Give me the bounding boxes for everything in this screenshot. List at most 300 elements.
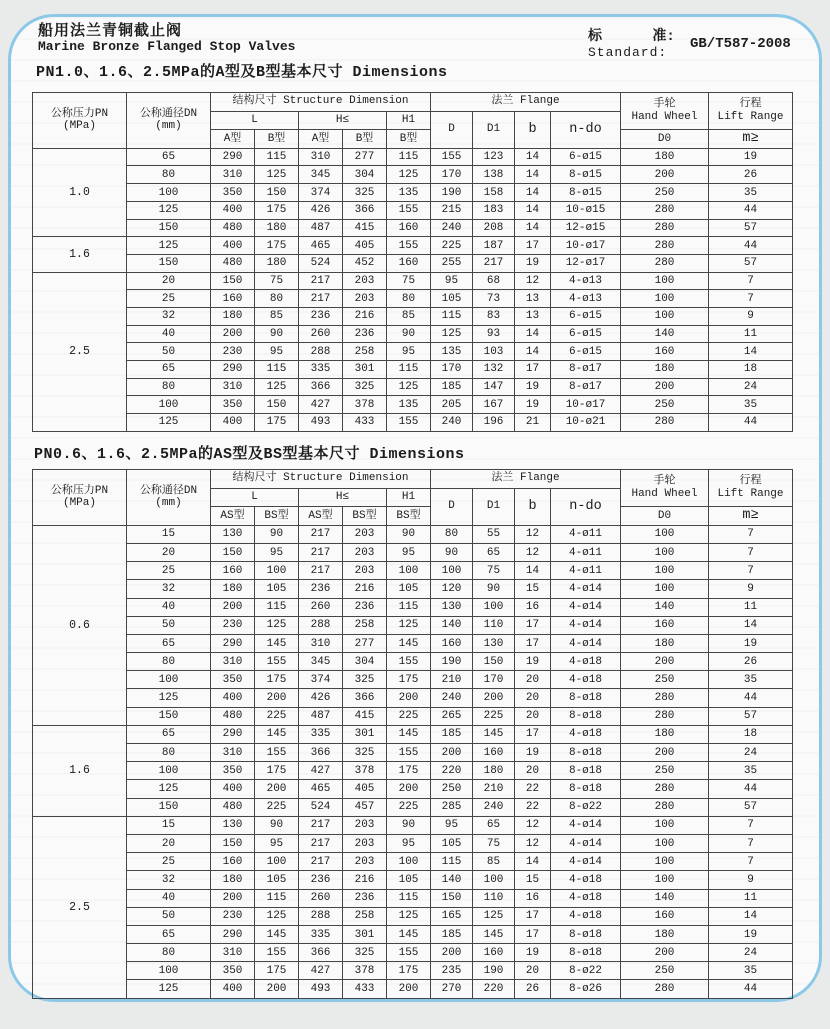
data-cell: 288 — [299, 343, 343, 361]
data-cell: 160 — [621, 907, 709, 925]
data-cell: 175 — [255, 962, 299, 980]
data-cell: 4-ø18 — [551, 889, 621, 907]
data-cell: 301 — [343, 361, 387, 379]
table-row — [33, 962, 793, 980]
data-cell: 10-ø15 — [551, 201, 621, 219]
data-cell: 80 — [127, 653, 211, 671]
table-row — [33, 414, 793, 432]
header-valve-type: B型 — [343, 130, 387, 149]
data-cell: 205 — [431, 396, 473, 414]
data-cell: 145 — [387, 925, 431, 943]
data-cell: 175 — [387, 962, 431, 980]
data-cell: 24 — [709, 378, 793, 396]
table-row — [33, 871, 793, 889]
data-cell: 100 — [473, 598, 515, 616]
data-cell: 19 — [515, 396, 551, 414]
data-cell: 7 — [709, 834, 793, 852]
table-row — [33, 343, 793, 361]
data-cell: 200 — [387, 689, 431, 707]
data-cell: 8-ø22 — [551, 798, 621, 816]
data-cell: 405 — [343, 237, 387, 255]
data-cell: 135 — [387, 396, 431, 414]
data-cell: 130 — [473, 634, 515, 652]
data-cell: 6-ø15 — [551, 148, 621, 166]
data-cell: 250 — [621, 671, 709, 689]
data-cell: 57 — [709, 707, 793, 725]
data-cell: 240 — [431, 219, 473, 237]
data-cell: 160 — [211, 853, 255, 871]
data-cell: 20 — [127, 272, 211, 290]
data-cell: 160 — [387, 219, 431, 237]
header-flange-col: D — [431, 111, 473, 148]
header-lift-range: 行程 Lift Range — [709, 470, 793, 507]
data-cell: 493 — [299, 414, 343, 432]
data-cell: 217 — [299, 834, 343, 852]
data-cell: 225 — [255, 798, 299, 816]
data-cell: 26 — [515, 980, 551, 998]
data-cell: 90 — [387, 325, 431, 343]
data-cell: 20 — [127, 543, 211, 561]
table-row — [33, 543, 793, 561]
data-cell: 280 — [621, 980, 709, 998]
data-cell: 480 — [211, 254, 255, 272]
data-cell: 100 — [621, 525, 709, 543]
data-cell: 17 — [515, 725, 551, 743]
table-row — [33, 944, 793, 962]
data-cell: 12-ø15 — [551, 219, 621, 237]
header-valve-type: BS型 — [343, 507, 387, 526]
data-cell: 8-ø18 — [551, 689, 621, 707]
data-cell: 175 — [387, 762, 431, 780]
data-cell: 14 — [515, 166, 551, 184]
data-cell: 155 — [255, 653, 299, 671]
pressure-group-cell: 2.5 — [33, 272, 127, 431]
data-cell: 217 — [299, 543, 343, 561]
data-cell: 203 — [343, 525, 387, 543]
data-cell: 203 — [343, 834, 387, 852]
data-cell: 115 — [431, 853, 473, 871]
data-cell: 95 — [255, 543, 299, 561]
data-cell: 310 — [211, 166, 255, 184]
data-cell: 17 — [515, 907, 551, 925]
data-cell: 14 — [515, 184, 551, 202]
data-cell: 20 — [515, 689, 551, 707]
data-cell: 125 — [127, 689, 211, 707]
data-cell: 180 — [473, 762, 515, 780]
data-cell: 115 — [255, 598, 299, 616]
data-cell: 15 — [127, 816, 211, 834]
data-cell: 9 — [709, 307, 793, 325]
data-cell: 236 — [299, 580, 343, 598]
data-cell: 255 — [431, 254, 473, 272]
data-cell: 325 — [343, 944, 387, 962]
data-cell: 75 — [387, 272, 431, 290]
header-flange-col: n-do — [551, 488, 621, 525]
data-cell: 135 — [431, 343, 473, 361]
data-cell: 4-ø18 — [551, 907, 621, 925]
data-cell: 125 — [127, 237, 211, 255]
data-cell: 115 — [387, 598, 431, 616]
pressure-group-cell: 1.6 — [33, 237, 127, 272]
data-cell: 180 — [211, 580, 255, 598]
data-cell: 200 — [255, 780, 299, 798]
data-cell: 120 — [431, 580, 473, 598]
data-cell: 100 — [621, 816, 709, 834]
data-cell: 155 — [387, 414, 431, 432]
table-row — [33, 219, 793, 237]
data-cell: 250 — [621, 396, 709, 414]
data-cell: 180 — [621, 361, 709, 379]
data-cell: 130 — [211, 816, 255, 834]
header-valve-type: B型 — [255, 130, 299, 149]
data-cell: 55 — [473, 525, 515, 543]
data-cell: 175 — [255, 671, 299, 689]
data-cell: 20 — [515, 671, 551, 689]
data-cell: 100 — [387, 562, 431, 580]
data-cell: 105 — [255, 871, 299, 889]
data-cell: 433 — [343, 980, 387, 998]
pressure-group-cell: 0.6 — [33, 525, 127, 725]
data-cell: 18 — [709, 725, 793, 743]
data-cell: 105 — [387, 871, 431, 889]
data-cell: 155 — [255, 944, 299, 962]
data-cell: 105 — [431, 834, 473, 852]
data-cell: 100 — [127, 671, 211, 689]
data-cell: 14 — [515, 853, 551, 871]
data-cell: 15 — [127, 525, 211, 543]
data-cell: 8-ø17 — [551, 361, 621, 379]
data-cell: 250 — [621, 962, 709, 980]
data-cell: 258 — [343, 616, 387, 634]
header-valve-type: A型 — [299, 130, 343, 149]
header-structure-dimension: 结构尺寸 Structure Dimension — [211, 93, 431, 112]
table-row — [33, 853, 793, 871]
data-cell: 280 — [621, 219, 709, 237]
data-cell: 20 — [515, 707, 551, 725]
header-D0: D0 — [621, 507, 709, 526]
data-cell: 452 — [343, 254, 387, 272]
data-cell: 140 — [621, 889, 709, 907]
data-cell: 145 — [473, 725, 515, 743]
data-cell: 280 — [621, 201, 709, 219]
data-cell: 150 — [127, 219, 211, 237]
data-cell: 200 — [473, 689, 515, 707]
data-cell: 217 — [299, 272, 343, 290]
data-cell: 150 — [211, 543, 255, 561]
data-cell: 100 — [127, 184, 211, 202]
data-cell: 6-ø15 — [551, 307, 621, 325]
data-cell: 310 — [211, 744, 255, 762]
data-cell: 280 — [621, 237, 709, 255]
data-cell: 125 — [473, 907, 515, 925]
data-cell: 90 — [431, 543, 473, 561]
data-cell: 150 — [127, 707, 211, 725]
header-m: m≥ — [709, 130, 793, 149]
table1-title: PN1.0、1.6、2.5MPa的A型及B型基本尺寸 Dimensions — [36, 64, 448, 81]
data-cell: 100 — [621, 871, 709, 889]
table-row — [33, 925, 793, 943]
data-cell: 325 — [343, 184, 387, 202]
data-cell: 350 — [211, 671, 255, 689]
data-cell: 85 — [255, 307, 299, 325]
pressure-group-cell: 1.0 — [33, 148, 127, 236]
data-cell: 145 — [473, 925, 515, 943]
data-cell: 366 — [343, 201, 387, 219]
header-L: L — [211, 488, 299, 507]
data-cell: 125 — [255, 616, 299, 634]
table-row — [33, 525, 793, 543]
data-cell: 260 — [299, 889, 343, 907]
data-cell: 83 — [473, 307, 515, 325]
table-row — [33, 744, 793, 762]
header-D0: D0 — [621, 130, 709, 149]
header-flange-col: b — [515, 488, 551, 525]
data-cell: 260 — [299, 598, 343, 616]
data-cell: 90 — [473, 580, 515, 598]
data-cell: 325 — [343, 744, 387, 762]
data-cell: 80 — [387, 290, 431, 308]
header-valve-type: AS型 — [299, 507, 343, 526]
table-row — [33, 907, 793, 925]
data-cell: 310 — [211, 944, 255, 962]
data-cell: 190 — [473, 962, 515, 980]
data-cell: 400 — [211, 980, 255, 998]
data-cell: 19 — [515, 254, 551, 272]
data-cell: 374 — [299, 671, 343, 689]
table-row — [33, 980, 793, 998]
data-cell: 25 — [127, 290, 211, 308]
data-cell: 405 — [343, 780, 387, 798]
header-valve-type: BS型 — [387, 507, 431, 526]
data-cell: 16 — [515, 889, 551, 907]
data-cell: 130 — [431, 598, 473, 616]
data-cell: 57 — [709, 798, 793, 816]
data-cell: 378 — [343, 396, 387, 414]
data-cell: 125 — [387, 907, 431, 925]
data-cell: 175 — [387, 671, 431, 689]
data-cell: 374 — [299, 184, 343, 202]
data-cell: 290 — [211, 925, 255, 943]
data-cell: 145 — [255, 634, 299, 652]
data-cell: 208 — [473, 219, 515, 237]
data-cell: 90 — [255, 525, 299, 543]
data-cell: 65 — [127, 361, 211, 379]
data-cell: 100 — [621, 272, 709, 290]
data-cell: 65 — [127, 634, 211, 652]
data-cell: 240 — [431, 414, 473, 432]
data-cell: 95 — [387, 343, 431, 361]
data-cell: 167 — [473, 396, 515, 414]
data-cell: 17 — [515, 237, 551, 255]
data-cell: 11 — [709, 325, 793, 343]
data-cell: 105 — [255, 580, 299, 598]
data-cell: 217 — [299, 853, 343, 871]
data-cell: 90 — [255, 816, 299, 834]
data-cell: 280 — [621, 689, 709, 707]
data-cell: 7 — [709, 543, 793, 561]
data-cell: 125 — [127, 780, 211, 798]
data-cell: 285 — [431, 798, 473, 816]
header-H1: H1 — [387, 488, 431, 507]
data-cell: 277 — [343, 634, 387, 652]
data-cell: 301 — [343, 725, 387, 743]
table-row — [33, 290, 793, 308]
data-cell: 335 — [299, 925, 343, 943]
data-cell: 100 — [127, 762, 211, 780]
data-cell: 100 — [255, 562, 299, 580]
data-cell: 415 — [343, 707, 387, 725]
data-cell: 160 — [211, 562, 255, 580]
data-cell: 103 — [473, 343, 515, 361]
data-cell: 487 — [299, 707, 343, 725]
data-cell: 132 — [473, 361, 515, 379]
data-cell: 35 — [709, 184, 793, 202]
data-cell: 160 — [431, 634, 473, 652]
data-cell: 115 — [387, 889, 431, 907]
data-cell: 200 — [255, 980, 299, 998]
data-cell: 100 — [621, 307, 709, 325]
data-cell: 8-ø18 — [551, 944, 621, 962]
header-flange: 法兰 Flange — [431, 93, 621, 112]
data-cell: 19 — [709, 148, 793, 166]
data-cell: 310 — [299, 148, 343, 166]
data-cell: 155 — [387, 944, 431, 962]
data-cell: 13 — [515, 307, 551, 325]
data-cell: 100 — [387, 853, 431, 871]
data-cell: 200 — [621, 744, 709, 762]
data-cell: 400 — [211, 689, 255, 707]
data-cell: 100 — [621, 562, 709, 580]
data-cell: 115 — [387, 148, 431, 166]
data-cell: 200 — [211, 598, 255, 616]
data-cell: 95 — [431, 816, 473, 834]
data-cell: 175 — [255, 201, 299, 219]
data-cell: 433 — [343, 414, 387, 432]
header-pressure: 公称压力PN (MPa) — [33, 93, 127, 149]
data-cell: 304 — [343, 166, 387, 184]
table-row — [33, 725, 793, 743]
data-cell: 200 — [387, 780, 431, 798]
data-cell: 225 — [431, 237, 473, 255]
data-cell: 200 — [431, 744, 473, 762]
data-cell: 185 — [431, 925, 473, 943]
data-cell: 50 — [127, 616, 211, 634]
data-cell: 10-ø17 — [551, 396, 621, 414]
data-cell: 80 — [127, 166, 211, 184]
data-cell: 13 — [515, 290, 551, 308]
data-cell: 110 — [473, 889, 515, 907]
header-lift-range: 行程 Lift Range — [709, 93, 793, 130]
data-cell: 215 — [431, 201, 473, 219]
data-cell: 4-ø11 — [551, 543, 621, 561]
data-cell: 203 — [343, 816, 387, 834]
data-cell: 115 — [387, 361, 431, 379]
data-cell: 100 — [621, 580, 709, 598]
data-cell: 230 — [211, 907, 255, 925]
data-cell: 50 — [127, 343, 211, 361]
data-cell: 93 — [473, 325, 515, 343]
data-cell: 203 — [343, 853, 387, 871]
data-cell: 335 — [299, 361, 343, 379]
table2-title: PN0.6、1.6、2.5MPa的AS型及BS型基本尺寸 Dimensions — [34, 446, 465, 463]
data-cell: 180 — [211, 307, 255, 325]
data-cell: 16 — [515, 598, 551, 616]
pressure-group-cell: 2.5 — [33, 816, 127, 998]
data-cell: 22 — [515, 780, 551, 798]
header-valve-type: B型 — [387, 130, 431, 149]
data-cell: 225 — [387, 798, 431, 816]
data-cell: 493 — [299, 980, 343, 998]
data-cell: 180 — [621, 148, 709, 166]
data-cell: 24 — [709, 944, 793, 962]
data-cell: 225 — [473, 707, 515, 725]
data-cell: 280 — [621, 780, 709, 798]
data-cell: 250 — [431, 780, 473, 798]
data-cell: 19 — [515, 744, 551, 762]
data-cell: 217 — [299, 562, 343, 580]
data-cell: 100 — [431, 562, 473, 580]
data-cell: 187 — [473, 237, 515, 255]
data-cell: 160 — [473, 944, 515, 962]
data-cell: 85 — [473, 853, 515, 871]
data-cell: 4-ø14 — [551, 634, 621, 652]
data-cell: 95 — [255, 343, 299, 361]
data-cell: 217 — [473, 254, 515, 272]
data-cell: 12 — [515, 525, 551, 543]
data-cell: 210 — [431, 671, 473, 689]
header-hand-wheel: 手轮 Hand Wheel — [621, 93, 709, 130]
data-cell: 200 — [387, 980, 431, 998]
table-row — [33, 889, 793, 907]
data-cell: 6-ø15 — [551, 343, 621, 361]
data-cell: 75 — [255, 272, 299, 290]
data-cell: 4-ø13 — [551, 272, 621, 290]
data-cell: 8-ø15 — [551, 166, 621, 184]
header-structure-dimension: 结构尺寸 Structure Dimension — [211, 470, 431, 489]
data-cell: 280 — [621, 414, 709, 432]
data-cell: 140 — [621, 598, 709, 616]
table-row — [33, 396, 793, 414]
data-cell: 180 — [621, 725, 709, 743]
data-cell: 150 — [127, 254, 211, 272]
data-cell: 4-ø18 — [551, 725, 621, 743]
data-cell: 17 — [515, 925, 551, 943]
data-cell: 115 — [255, 361, 299, 379]
data-cell: 125 — [431, 325, 473, 343]
data-cell: 230 — [211, 343, 255, 361]
data-cell: 80 — [127, 944, 211, 962]
data-cell: 236 — [343, 598, 387, 616]
data-cell: 325 — [343, 378, 387, 396]
data-cell: 225 — [387, 707, 431, 725]
table-row — [33, 562, 793, 580]
data-cell: 280 — [621, 254, 709, 272]
table-row — [33, 580, 793, 598]
document-title-zh: 船用法兰青铜截止阀 — [38, 23, 183, 40]
header-H: H≤ — [299, 488, 387, 507]
data-cell: 236 — [299, 307, 343, 325]
data-cell: 160 — [621, 616, 709, 634]
data-cell: 310 — [211, 378, 255, 396]
data-cell: 11 — [709, 598, 793, 616]
data-cell: 10-ø17 — [551, 237, 621, 255]
data-cell: 100 — [621, 853, 709, 871]
data-cell: 155 — [387, 237, 431, 255]
data-cell: 180 — [255, 254, 299, 272]
data-cell: 203 — [343, 272, 387, 290]
data-cell: 150 — [211, 834, 255, 852]
data-cell: 19 — [515, 653, 551, 671]
